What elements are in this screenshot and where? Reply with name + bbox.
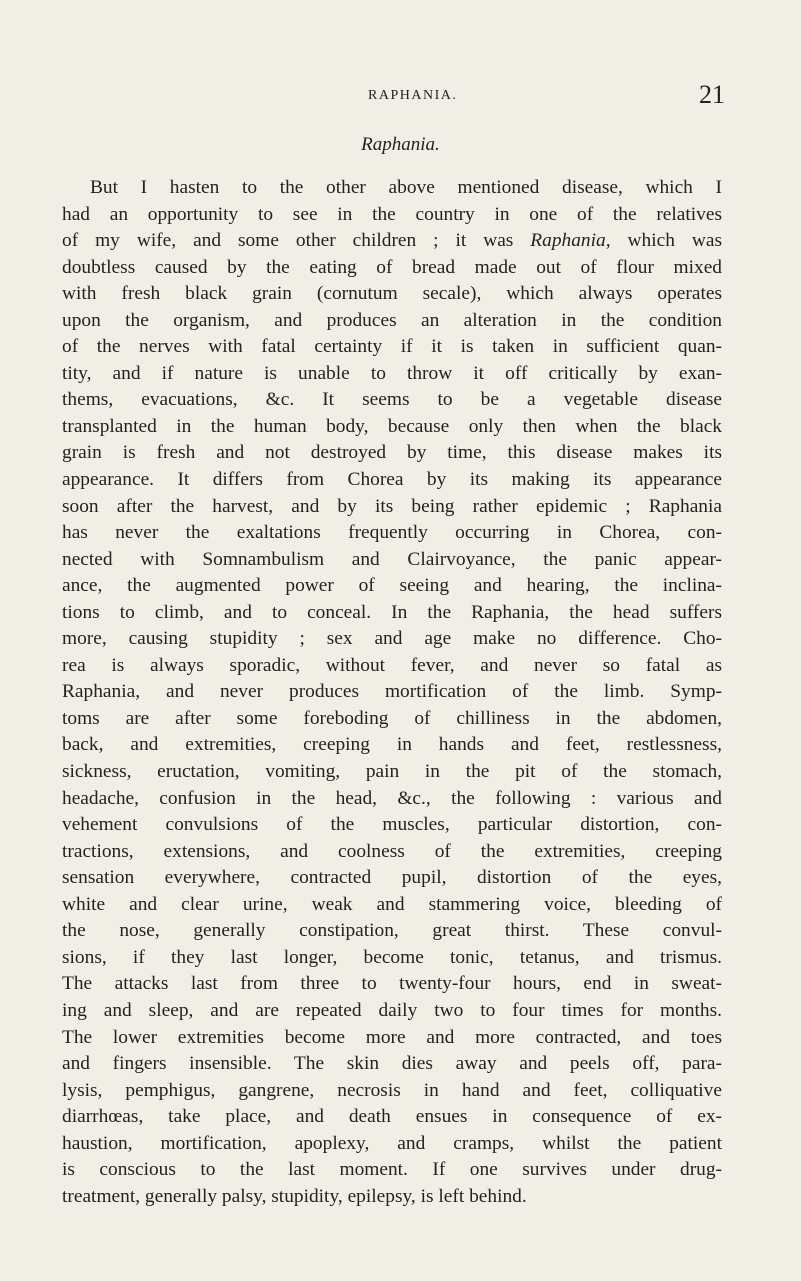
section-title: Raphania.	[361, 134, 440, 155]
text-line: of the nerves with fatal certainty if it is taken in sufficient quan-	[62, 336, 722, 358]
text-line: more, causing stupidity ; sex and age make no difference. Cho-	[62, 628, 722, 650]
text-line: The attacks last from three to twenty-four hours, end in sweat-	[62, 973, 722, 995]
body-paragraph	[62, 175, 722, 1210]
text-line: toms are after some foreboding of chilliness in the abdomen,	[62, 707, 722, 729]
text-line: diarrhœas, take place, and death ensues in consequence of ex-	[62, 1106, 722, 1128]
text-line: the nose, generally constipation, great thirst. These convul-	[62, 920, 722, 942]
text-line: ing and sleep, and are repeated daily two to four times for months.	[62, 999, 722, 1021]
text-line	[62, 228, 722, 255]
text-line: grain is fresh and not destroyed by time, this disease makes its	[62, 442, 722, 464]
text-line: Raphania, and never produces mortification of the limb. Symp-	[62, 681, 722, 703]
text-line: with fresh black grain (cornutum secale), which always operates	[62, 283, 722, 305]
text-line-end: which was	[610, 230, 722, 252]
text-line: sions, if they last longer, become tonic, tetanus, and trismus.	[62, 946, 722, 968]
text-line: soon after the harvest, and by its being rather epidemic ; Raphania	[62, 495, 722, 517]
text-line: is conscious to the last moment. If one survives under drug-	[62, 1159, 722, 1181]
text-line: tractions, extensions, and coolness of the extremities, creeping	[62, 840, 722, 862]
text-line: had an opportunity to see in the country in one of the relatives	[62, 203, 722, 225]
text-line: white and clear urine, weak and stammering voice, bleeding of	[62, 893, 722, 915]
text-line: nected with Somnambulism and Clairvoyance, the panic appear-	[62, 548, 722, 570]
text-line: transplanted in the human body, because only then when the black	[62, 415, 722, 437]
text-line: tions to climb, and to conceal. In the Raphania, the head suffers	[62, 601, 722, 623]
text-line: ance, the augmented power of seeing and hearing, the inclina-	[62, 575, 722, 597]
text-line-start: of my wife, and some other children ; it was	[62, 230, 531, 252]
text-line: But I hasten to the other above mentioned disease, which I	[90, 177, 722, 198]
emphasized-term: Raphania,	[530, 230, 611, 252]
text-line: thems, evacuations, &c. It seems to be a vegetable disease	[62, 389, 722, 411]
text-line: treatment, generally palsy, stupidity, epilepsy, is left behind.	[62, 1185, 527, 1207]
text-line: back, and extremities, creeping in hands and feet, restlessness,	[62, 734, 722, 756]
text-line: doubtless caused by the eating of bread made out of flour mixed	[62, 256, 722, 278]
text-line: appearance. It differs from Chorea by its making its appearance	[62, 469, 722, 491]
text-line: lysis, pemphigus, gangrene, necrosis in hand and feet, colliquative	[62, 1079, 722, 1101]
text-line: rea is always sporadic, without fever, and never so fatal as	[62, 654, 722, 676]
text-line: haustion, mortification, apoplexy, and cramps, whilst the patient	[62, 1132, 722, 1154]
page-number: 21	[699, 80, 725, 109]
text-line: has never the exaltations frequently occurring in Chorea, con-	[62, 522, 722, 544]
text-line: headache, confusion in the head, &c., the following : various and	[62, 787, 722, 809]
text-line: upon the organism, and produces an alteration in the condition	[62, 309, 722, 331]
text-line: sensation everywhere, contracted pupil, distortion of the eyes,	[62, 867, 722, 889]
text-line: The lower extremities become more and more contracted, and toes	[62, 1026, 722, 1048]
text-line: sickness, eructation, vomiting, pain in the pit of the stomach,	[62, 761, 722, 783]
text-line: tity, and if nature is unable to throw it off critically by exan-	[62, 362, 722, 384]
text-line: and fingers insensible. The skin dies away and peels off, para-	[62, 1053, 722, 1075]
text-line: vehement convulsions of the muscles, particular distortion, con-	[62, 814, 722, 836]
running-head: RAPHANIA.	[368, 88, 458, 103]
